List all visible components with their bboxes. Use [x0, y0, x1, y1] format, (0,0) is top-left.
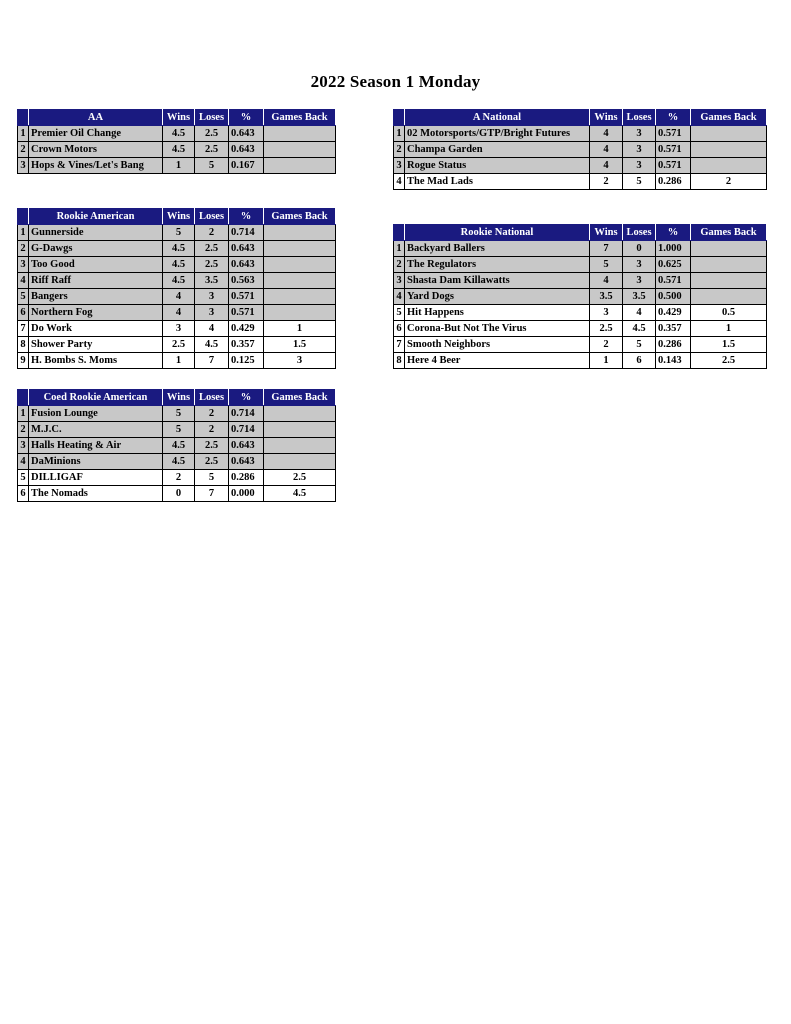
wins-cell: 2 [590, 337, 623, 353]
table-row [394, 321, 767, 337]
rank-cell: 4 [18, 454, 29, 470]
pct-header: % [656, 225, 691, 241]
team-name-cell: Hops & Vines/Let's Bang [29, 158, 163, 174]
pct-cell: 0.714 [229, 406, 264, 422]
wins-cell: 1 [163, 158, 195, 174]
wins-cell: 5 [163, 422, 195, 438]
pct-cell: 0.429 [229, 321, 264, 337]
games-back-cell: 2.5 [264, 470, 336, 486]
team-name-cell: Shasta Dam Killawatts [405, 273, 590, 289]
rank-cell: 2 [18, 241, 29, 257]
table-header-row [18, 390, 336, 406]
rank-header [394, 110, 405, 126]
loses-cell: 3 [623, 257, 656, 273]
pct-cell: 0.357 [229, 337, 264, 353]
team-name-cell: 02 Motorsports/GTP/Bright Futures [405, 126, 590, 142]
table-row [18, 241, 336, 257]
rank-cell: 3 [394, 158, 405, 174]
team-name-cell: Champa Garden [405, 142, 590, 158]
table-row [394, 337, 767, 353]
pct-cell: 0.714 [229, 225, 264, 241]
loses-cell: 3 [623, 142, 656, 158]
team-name-cell: Bangers [29, 289, 163, 305]
loses-cell: 0 [623, 241, 656, 257]
rank-cell: 5 [394, 305, 405, 321]
rank-cell: 4 [394, 174, 405, 190]
team-name-cell: H. Bombs S. Moms [29, 353, 163, 369]
rank-cell: 8 [18, 337, 29, 353]
pct-cell: 0.571 [656, 158, 691, 174]
team-name-cell: Hit Happens [405, 305, 590, 321]
table-row [18, 142, 336, 158]
wins-cell: 4.5 [163, 273, 195, 289]
games-back-cell: 1.5 [264, 337, 336, 353]
loses-cell: 2.5 [195, 454, 229, 470]
team-name-cell: The Regulators [405, 257, 590, 273]
rank-header [18, 209, 29, 225]
games-back-cell: 1 [691, 321, 767, 337]
rank-cell: 3 [394, 273, 405, 289]
wins-cell: 4.5 [163, 438, 195, 454]
team-name-cell: Here 4 Beer [405, 353, 590, 369]
rank-cell: 6 [18, 305, 29, 321]
pct-cell: 0.571 [656, 142, 691, 158]
games-back-header: Games Back [264, 209, 336, 225]
wins-cell: 3.5 [590, 289, 623, 305]
loses-cell: 5 [623, 174, 656, 190]
wins-cell: 4.5 [163, 126, 195, 142]
table-row [394, 158, 767, 174]
rank-cell: 4 [18, 273, 29, 289]
pct-cell: 0.286 [656, 174, 691, 190]
wins-cell: 4 [163, 289, 195, 305]
table-row [18, 486, 336, 502]
loses-cell: 4.5 [195, 337, 229, 353]
pct-cell: 0.357 [656, 321, 691, 337]
pct-cell: 0.167 [229, 158, 264, 174]
loses-cell: 2.5 [195, 241, 229, 257]
loses-cell: 2.5 [195, 257, 229, 273]
rank-cell: 7 [18, 321, 29, 337]
standings-table-coed-rookie-american [17, 389, 336, 502]
standings-table-aa [17, 109, 336, 174]
rank-cell: 3 [18, 257, 29, 273]
pct-header: % [229, 209, 264, 225]
team-name-cell: Shower Party [29, 337, 163, 353]
pct-cell: 0.643 [229, 438, 264, 454]
games-back-cell [264, 422, 336, 438]
wins-cell: 4 [590, 273, 623, 289]
team-name-cell: Riff Raff [29, 273, 163, 289]
table-header-row [394, 225, 767, 241]
games-back-cell [264, 273, 336, 289]
team-name-cell: Crown Motors [29, 142, 163, 158]
rank-cell: 1 [18, 225, 29, 241]
table-row [18, 353, 336, 369]
games-back-cell [264, 225, 336, 241]
table-row [18, 454, 336, 470]
pct-cell: 0.286 [656, 337, 691, 353]
games-back-cell: 4.5 [264, 486, 336, 502]
table-row [18, 321, 336, 337]
rank-cell: 2 [18, 422, 29, 438]
rank-cell: 4 [394, 289, 405, 305]
team-name-cell: DILLIGAF [29, 470, 163, 486]
wins-cell: 4 [163, 305, 195, 321]
loses-header: Loses [195, 110, 229, 126]
table-header-row [18, 209, 336, 225]
games-back-cell [264, 126, 336, 142]
rank-cell: 6 [18, 486, 29, 502]
table-row [18, 225, 336, 241]
rank-header [18, 110, 29, 126]
loses-cell: 2.5 [195, 438, 229, 454]
games-back-cell: 2 [691, 174, 767, 190]
wins-cell: 4 [590, 142, 623, 158]
pct-cell: 0.571 [229, 289, 264, 305]
division-name: Rookie American [29, 209, 163, 225]
table-row [18, 289, 336, 305]
loses-cell: 4 [623, 305, 656, 321]
rank-cell: 3 [18, 158, 29, 174]
table-row [18, 406, 336, 422]
division-name: Coed Rookie American [29, 390, 163, 406]
rank-cell: 1 [18, 126, 29, 142]
pct-cell: 0.571 [656, 273, 691, 289]
rank-cell: 1 [18, 406, 29, 422]
table-header-row [394, 110, 767, 126]
loses-header: Loses [195, 390, 229, 406]
rank-cell: 7 [394, 337, 405, 353]
team-name-cell: Smooth Neighbors [405, 337, 590, 353]
table-row [394, 257, 767, 273]
wins-cell: 4 [590, 126, 623, 142]
table-row [394, 353, 767, 369]
wins-cell: 3 [590, 305, 623, 321]
games-back-header: Games Back [691, 225, 767, 241]
games-back-cell [264, 406, 336, 422]
loses-cell: 2 [195, 406, 229, 422]
games-back-cell [264, 142, 336, 158]
table-row [18, 337, 336, 353]
wins-cell: 2.5 [163, 337, 195, 353]
games-back-cell [264, 257, 336, 273]
rank-header [18, 390, 29, 406]
games-back-header: Games Back [264, 390, 336, 406]
loses-cell: 3.5 [623, 289, 656, 305]
pct-cell: 1.000 [656, 241, 691, 257]
standings-table-a-national [393, 109, 767, 190]
games-back-cell [264, 438, 336, 454]
games-back-cell: 0.5 [691, 305, 767, 321]
wins-header: Wins [163, 110, 195, 126]
page-title: 2022 Season 1 Monday [310, 72, 481, 91]
wins-cell: 5 [163, 406, 195, 422]
wins-cell: 2.5 [590, 321, 623, 337]
games-back-cell [691, 257, 767, 273]
pct-cell: 0.571 [656, 126, 691, 142]
loses-cell: 6 [623, 353, 656, 369]
games-back-cell: 1 [264, 321, 336, 337]
pct-header: % [229, 390, 264, 406]
team-name-cell: Premier Oil Change [29, 126, 163, 142]
games-back-cell: 2.5 [691, 353, 767, 369]
pct-cell: 0.643 [229, 142, 264, 158]
rank-cell: 1 [394, 126, 405, 142]
pct-cell: 0.571 [229, 305, 264, 321]
pct-cell: 0.286 [229, 470, 264, 486]
pct-cell: 0.643 [229, 126, 264, 142]
wins-cell: 4 [590, 158, 623, 174]
pct-cell: 0.000 [229, 486, 264, 502]
rank-cell: 6 [394, 321, 405, 337]
wins-cell: 3 [163, 321, 195, 337]
loses-cell: 2 [195, 422, 229, 438]
wins-cell: 2 [590, 174, 623, 190]
rank-cell: 2 [394, 257, 405, 273]
division-name: A National [405, 110, 590, 126]
games-back-cell [264, 241, 336, 257]
loses-cell: 5 [195, 470, 229, 486]
table-row [394, 126, 767, 142]
standings-table-rookie-american [17, 208, 336, 369]
rank-cell: 5 [18, 289, 29, 305]
division-name: AA [29, 110, 163, 126]
games-back-cell: 3 [264, 353, 336, 369]
wins-cell: 4.5 [163, 241, 195, 257]
team-name-cell: Fusion Lounge [29, 406, 163, 422]
games-back-cell [691, 273, 767, 289]
table-row [18, 273, 336, 289]
loses-cell: 2.5 [195, 142, 229, 158]
loses-cell: 3 [623, 158, 656, 174]
games-back-cell [691, 241, 767, 257]
rank-cell: 8 [394, 353, 405, 369]
table-row [394, 305, 767, 321]
rank-cell: 3 [18, 438, 29, 454]
pct-cell: 0.563 [229, 273, 264, 289]
loses-cell: 4 [195, 321, 229, 337]
rank-header [394, 225, 405, 241]
team-name-cell: Rogue Status [405, 158, 590, 174]
team-name-cell: G-Dawgs [29, 241, 163, 257]
loses-cell: 2.5 [195, 126, 229, 142]
table-row [18, 438, 336, 454]
wins-cell: 4.5 [163, 142, 195, 158]
team-name-cell: DaMinions [29, 454, 163, 470]
pct-cell: 0.643 [229, 454, 264, 470]
wins-cell: 5 [590, 257, 623, 273]
team-name-cell: Do Work [29, 321, 163, 337]
pct-cell: 0.500 [656, 289, 691, 305]
table-row [18, 422, 336, 438]
pct-header: % [229, 110, 264, 126]
wins-cell: 1 [163, 353, 195, 369]
pct-cell: 0.429 [656, 305, 691, 321]
table-row [18, 305, 336, 321]
wins-cell: 5 [163, 225, 195, 241]
table-row [18, 470, 336, 486]
games-back-header: Games Back [264, 110, 336, 126]
wins-cell: 2 [163, 470, 195, 486]
loses-cell: 5 [623, 337, 656, 353]
loses-header: Loses [623, 225, 656, 241]
pct-cell: 0.643 [229, 241, 264, 257]
pct-cell: 0.125 [229, 353, 264, 369]
table-row [18, 257, 336, 273]
games-back-cell [264, 158, 336, 174]
games-back-cell [691, 289, 767, 305]
games-back-cell [264, 289, 336, 305]
team-name-cell: Too Good [29, 257, 163, 273]
standings-table-rookie-national [393, 224, 767, 369]
loses-cell: 2 [195, 225, 229, 241]
team-name-cell: Yard Dogs [405, 289, 590, 305]
wins-cell: 1 [590, 353, 623, 369]
games-back-header: Games Back [691, 110, 767, 126]
loses-cell: 3.5 [195, 273, 229, 289]
wins-cell: 4.5 [163, 257, 195, 273]
team-name-cell: M.J.C. [29, 422, 163, 438]
games-back-cell [691, 158, 767, 174]
loses-cell: 7 [195, 353, 229, 369]
rank-cell: 9 [18, 353, 29, 369]
loses-header: Loses [195, 209, 229, 225]
loses-cell: 5 [195, 158, 229, 174]
games-back-cell: 1.5 [691, 337, 767, 353]
loses-cell: 4.5 [623, 321, 656, 337]
wins-header: Wins [163, 390, 195, 406]
table-header-row [18, 110, 336, 126]
wins-header: Wins [163, 209, 195, 225]
pct-cell: 0.643 [229, 257, 264, 273]
team-name-cell: Halls Heating & Air [29, 438, 163, 454]
table-row [394, 174, 767, 190]
loses-cell: 3 [623, 273, 656, 289]
rank-cell: 5 [18, 470, 29, 486]
games-back-cell [264, 305, 336, 321]
table-row [394, 241, 767, 257]
rank-cell: 1 [394, 241, 405, 257]
loses-cell: 7 [195, 486, 229, 502]
loses-cell: 3 [195, 289, 229, 305]
loses-header: Loses [623, 110, 656, 126]
team-name-cell: The Nomads [29, 486, 163, 502]
wins-cell: 7 [590, 241, 623, 257]
wins-cell: 0 [163, 486, 195, 502]
games-back-cell [691, 126, 767, 142]
rank-cell: 2 [394, 142, 405, 158]
pct-cell: 0.714 [229, 422, 264, 438]
games-back-cell [691, 142, 767, 158]
table-row [18, 126, 336, 142]
loses-cell: 3 [623, 126, 656, 142]
games-back-cell [264, 454, 336, 470]
table-row [394, 289, 767, 305]
table-row [394, 142, 767, 158]
team-name-cell: Northern Fog [29, 305, 163, 321]
pct-cell: 0.625 [656, 257, 691, 273]
team-name-cell: Backyard Ballers [405, 241, 590, 257]
team-name-cell: Gunnerside [29, 225, 163, 241]
table-row [394, 273, 767, 289]
pct-header: % [656, 110, 691, 126]
team-name-cell: Corona-But Not The Virus [405, 321, 590, 337]
team-name-cell: The Mad Lads [405, 174, 590, 190]
wins-header: Wins [590, 225, 623, 241]
division-name: Rookie National [405, 225, 590, 241]
table-row [18, 158, 336, 174]
rank-cell: 2 [18, 142, 29, 158]
loses-cell: 3 [195, 305, 229, 321]
wins-header: Wins [590, 110, 623, 126]
pct-cell: 0.143 [656, 353, 691, 369]
wins-cell: 4.5 [163, 454, 195, 470]
